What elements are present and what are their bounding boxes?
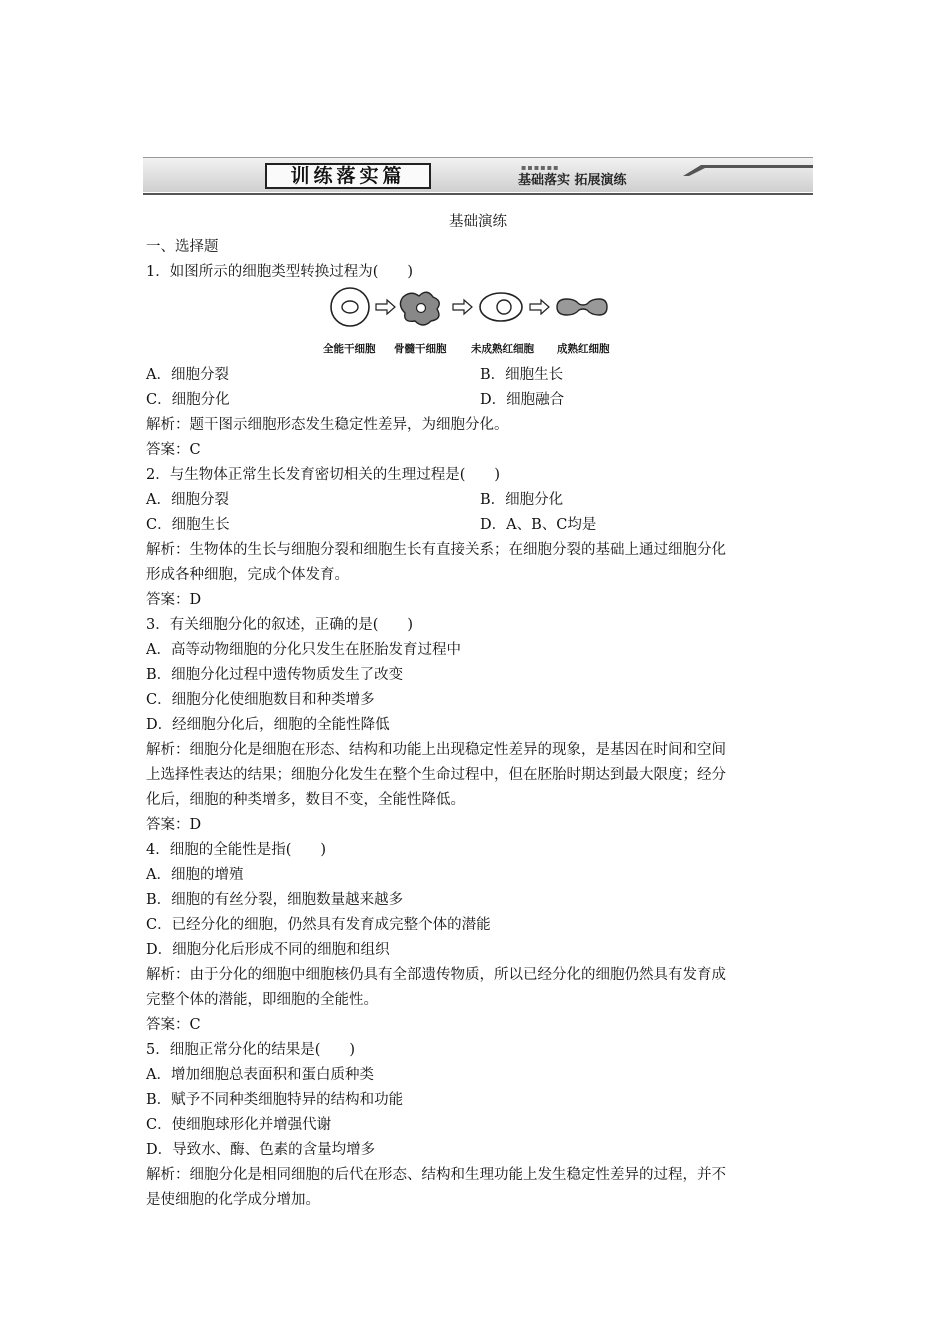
option: D．细胞融合 — [480, 392, 565, 408]
analysis-line: 化后，细胞的种类增多，数目不变，全能性降低。 — [146, 792, 465, 808]
banner-dots: ▪▪▪▪▪▪ — [521, 163, 560, 172]
option: B．细胞的有丝分裂，细胞数量越来越多 — [146, 892, 404, 908]
question-stem: 5．细胞正常分化的结果是( ) — [146, 1042, 356, 1058]
answer: 答案：C — [146, 442, 201, 458]
banner-rule — [143, 193, 813, 195]
arrow-icon — [453, 300, 472, 314]
option: D．导致水、酶、色素的含量均增多 — [146, 1142, 376, 1158]
option-row — [146, 388, 810, 413]
figure-labels — [323, 337, 629, 357]
analysis-line: 解析：细胞分化是细胞在形态、结构和功能上出现稳定性差异的现象，是基因在时间和空间 — [146, 742, 726, 758]
analysis-line: 上选择性表达的结果；细胞分化发生在整个生命过程中，但在胚胎时期达到最大限度；经分 — [146, 767, 726, 783]
figure-label: 成熟红细胞 — [557, 343, 610, 355]
arrow-icon — [530, 300, 549, 314]
option: C．细胞分化使细胞数目和种类增多 — [146, 692, 375, 708]
cell-transformation-figure — [146, 285, 810, 363]
option-row — [146, 488, 810, 513]
option: C．已经分化的细胞，仍然具有发育成完整个体的潜能 — [146, 917, 491, 933]
immature-red-blood-cell-icon — [480, 293, 522, 321]
option: D．经细胞分化后，细胞的全能性降低 — [146, 717, 390, 733]
answer: 答案：D — [146, 817, 202, 833]
analysis-line: 解析：生物体的生长与细胞分裂和细胞生长有直接关系；在细胞分裂的基础上通过细胞分化 — [146, 542, 726, 558]
cell-diagram — [329, 285, 629, 337]
analysis-line: 解析：由于分化的细胞中细胞核仍具有全部遗传物质，所以已经分化的细胞仍然具有发育成 — [146, 967, 726, 983]
answer: 答案：C — [146, 1017, 201, 1033]
analysis: 解析：题干图示细胞形态发生稳定性差异，为细胞分化。 — [146, 417, 509, 433]
option: A．高等动物细胞的分化只发生在胚胎发育过程中 — [146, 642, 461, 658]
option: C．细胞分化 — [146, 392, 230, 408]
banner-slash-decoration — [683, 163, 813, 177]
option: A．细胞的增殖 — [146, 867, 244, 883]
answer: 答案：D — [146, 592, 202, 608]
section-banner — [143, 157, 813, 197]
part-heading: 一、选择题 — [146, 239, 219, 255]
question-stem: 2．与生物体正常生长发育密切相关的生理过程是( ) — [146, 467, 501, 483]
option: B．细胞分化 — [480, 492, 564, 508]
option: A．细胞分裂 — [146, 367, 229, 383]
banner-title: 训练落实篇 — [265, 163, 431, 189]
question-stem: 4．细胞的全能性是指( ) — [146, 842, 327, 858]
analysis-line: 是使细胞的化学成分增加。 — [146, 1192, 320, 1208]
analysis-line: 解析：细胞分化是相同细胞的后代在形态、结构和生理功能上发生稳定性差异的过程，并不 — [146, 1167, 726, 1183]
figure-label: 未成熟红细胞 — [471, 343, 534, 355]
analysis-line: 完整个体的潜能，即细胞的全能性。 — [146, 992, 378, 1008]
option: B．细胞分化过程中遗传物质发生了改变 — [146, 667, 404, 683]
option: A．增加细胞总表面积和蛋白质种类 — [146, 1067, 374, 1083]
analysis-line: 形成各种细胞，完成个体发育。 — [146, 567, 349, 583]
question-stem: 1．如图所示的细胞类型转换过程为( ) — [146, 264, 414, 280]
document-body — [146, 210, 810, 1213]
option: C．使细胞球形化并增强代谢 — [146, 1117, 332, 1133]
option: B．赋予不同种类细胞特异的结构和功能 — [146, 1092, 404, 1108]
banner-subtitle: 基础落实 拓展演练 — [518, 173, 627, 188]
figure-label: 骨髓干细胞 — [394, 343, 447, 355]
mature-red-blood-cell-icon — [557, 299, 607, 315]
option: C．细胞生长 — [146, 517, 230, 533]
option-row — [146, 363, 810, 388]
option: B．细胞生长 — [480, 367, 564, 383]
option: A．细胞分裂 — [146, 492, 229, 508]
bone-marrow-stem-cell-icon — [400, 292, 439, 325]
question-stem: 3．有关细胞分化的叙述，正确的是( ) — [146, 617, 414, 633]
option: D．A、B、C均是 — [480, 517, 597, 533]
option: D．细胞分化后形成不同的细胞和组织 — [146, 942, 390, 958]
figure-label: 全能干细胞 — [323, 343, 376, 355]
option-row — [146, 513, 810, 538]
section-title: 基础演练 — [449, 214, 507, 230]
arrow-icon — [376, 300, 395, 314]
totipotent-stem-cell-icon — [331, 288, 369, 326]
